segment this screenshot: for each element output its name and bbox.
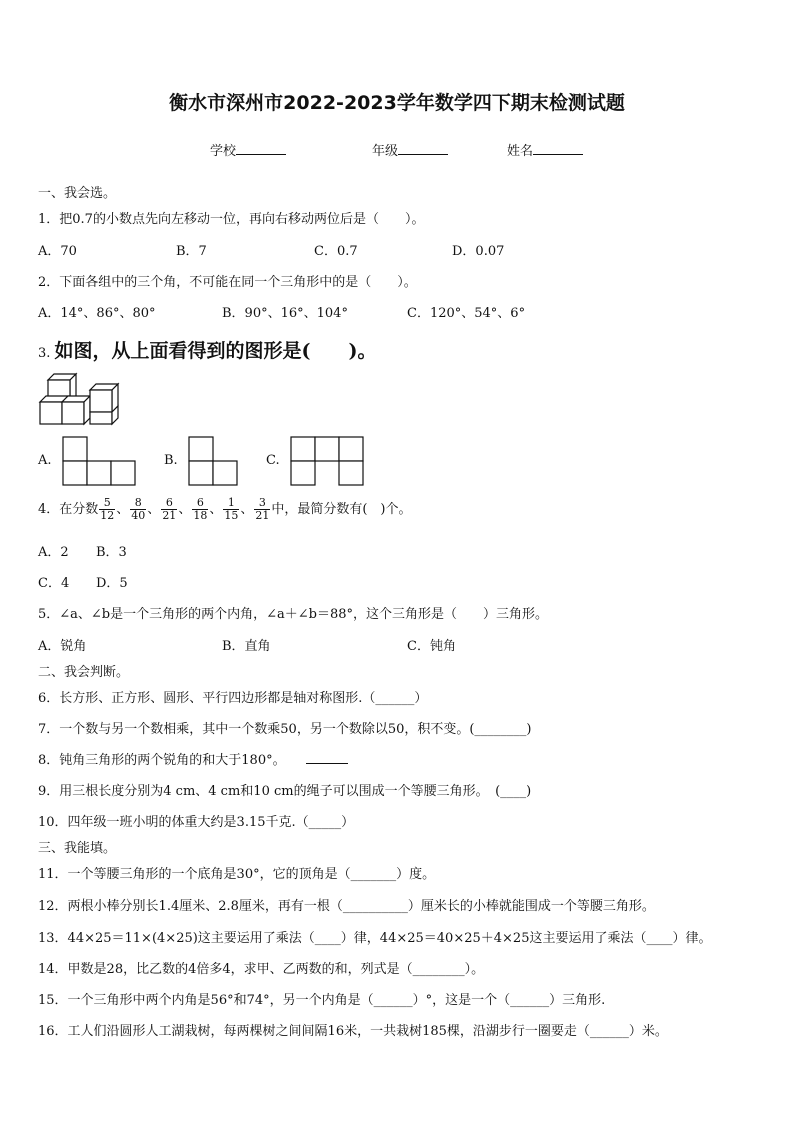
question-16: 16．工人们沿圆形人工湖栽树，每两棵树之间间隔16米，一共栽树185棵，沿湖步行一圈要走（______）米。: [38, 1024, 668, 1039]
q4-option-a[interactable]: A．2: [38, 545, 69, 560]
q1-option-c[interactable]: C．0.7: [314, 244, 358, 259]
page-title: 衡水市深州市2022-2023学年数学四下期末检测试题: [169, 92, 625, 114]
name-label: 姓名: [507, 144, 534, 159]
q5-option-a[interactable]: A．锐角: [38, 639, 87, 654]
q4-fraction-2: $\frac{8}{40}$: [131, 496, 146, 522]
q4-prefix: 4．在分数: [38, 502, 99, 517]
q2-option-c[interactable]: C．120°、54°、6°: [407, 306, 526, 321]
q4-fraction-5: $\frac{1}{15}$: [224, 496, 239, 522]
q2-option-a[interactable]: A．14°、86°、80°: [38, 306, 156, 321]
name-field: [507, 140, 583, 159]
grade-field: [372, 140, 448, 159]
q5-option-c[interactable]: C．钝角: [407, 639, 456, 654]
question-3: [38, 336, 377, 363]
q3-option-a-figure[interactable]: [62, 436, 138, 486]
question-13: 13．44×25＝11×(4×25)这主要运用了乘法（____）律，44×25＝40×25＋4×25这主要运用了乘法（____）律。: [38, 931, 712, 946]
q4-suffix: 中，最简分数有( )个。: [271, 502, 412, 517]
question-14: 14．甲数是28，比乙数的4倍多4，求甲、乙两数的和，列式是（________）。: [38, 962, 485, 977]
q4-fraction-6: $\frac{3}{21}$: [255, 496, 270, 522]
q3-option-b-figure[interactable]: [188, 436, 240, 486]
q3-text: 如图，从上面看得到的图形是( )。: [54, 340, 377, 362]
section-heading-2: 二、我会判断。: [38, 665, 130, 680]
q5-option-b[interactable]: B．直角: [222, 639, 271, 654]
q4-fraction-3: $\frac{6}{21}$: [162, 496, 177, 522]
q3-number: 3.: [38, 346, 51, 361]
q3-option-c-figure[interactable]: [290, 436, 366, 486]
question-5: 5．∠a、∠b是一个三角形的两个内角，∠a＋∠b＝88°，这个三角形是（ ）三角形。: [38, 607, 549, 622]
q4-option-c[interactable]: C．4: [38, 576, 70, 591]
q3-option-b[interactable]: B.: [164, 453, 178, 468]
question-10: 10．四年级一班小明的体重大约是3.15千克.（_____）: [38, 815, 355, 830]
school-field: [210, 140, 286, 159]
cube-stack-figure: [38, 370, 128, 428]
q2-option-b[interactable]: B．90°、16°、104°: [222, 306, 348, 321]
question-11: 11．一个等腰三角形的一个底角是30°，它的顶角是（_______）度。: [38, 867, 436, 882]
q3-option-a[interactable]: A.: [38, 453, 52, 468]
question-15: 15．一个三角形中两个内角是56°和74°，另一个内角是（______）°，这是一个（______）三角形.: [38, 993, 606, 1008]
question-9: 9．用三根长度分别为4 cm、4 cm和10 cm的绳子可以围成一个等腰三角形。 (____): [38, 784, 532, 799]
name-blank[interactable]: [533, 154, 583, 155]
q1-option-d[interactable]: D．0.07: [452, 244, 505, 259]
grade-label: 年级: [372, 144, 399, 159]
q4-fraction-4: $\frac{6}{18}$: [193, 496, 208, 522]
school-label: 学校: [210, 144, 237, 159]
question-12: 12．两根小棒分别长1.4厘米、2.8厘米，再有一根（__________）厘米长的小棒就能围成一个等腰三角形。: [38, 899, 655, 914]
q3-option-c[interactable]: C.: [266, 453, 280, 468]
question-4: 4．在分数 $\frac{5}{12}$ 、 $\frac{8}{40}$ 、 $\frac{6}{21}$ 、 $\frac{6}{18}$ 、 $\frac{1}{15}$ 、 $\frac{3}{21}$ 中，最简分数有( )个。: [38, 496, 412, 522]
grade-blank[interactable]: [398, 154, 448, 155]
q1-option-a[interactable]: A．70: [38, 244, 77, 259]
q8-answer-blank[interactable]: [306, 763, 348, 764]
school-blank[interactable]: [236, 154, 286, 155]
question-2: 2．下面各组中的三个角，不可能在同一个三角形中的是（ ）。: [38, 275, 417, 290]
question-6: 6．长方形、正方形、圆形、平行四边形都是轴对称图形.（______）: [38, 691, 428, 706]
q4-option-d[interactable]: D．5: [96, 576, 128, 591]
question-1: 1．把0.7的小数点先向左移动一位，再向右移动两位后是（ ）。: [38, 212, 425, 227]
q4-fraction-1: $\frac{5}{12}$: [100, 496, 115, 522]
question-7: 7．一个数与另一个数相乘，其中一个数乘50，另一个数除以50，积不变。(________): [38, 722, 532, 737]
section-heading-3: 三、我能填。: [38, 841, 117, 856]
section-heading-1: 一、我会选。: [38, 186, 117, 201]
question-8: 8．钝角三角形的两个锐角的和大于180°。: [38, 749, 348, 768]
q1-option-b[interactable]: B．7: [176, 244, 207, 259]
q4-option-b[interactable]: B．3: [96, 545, 127, 560]
